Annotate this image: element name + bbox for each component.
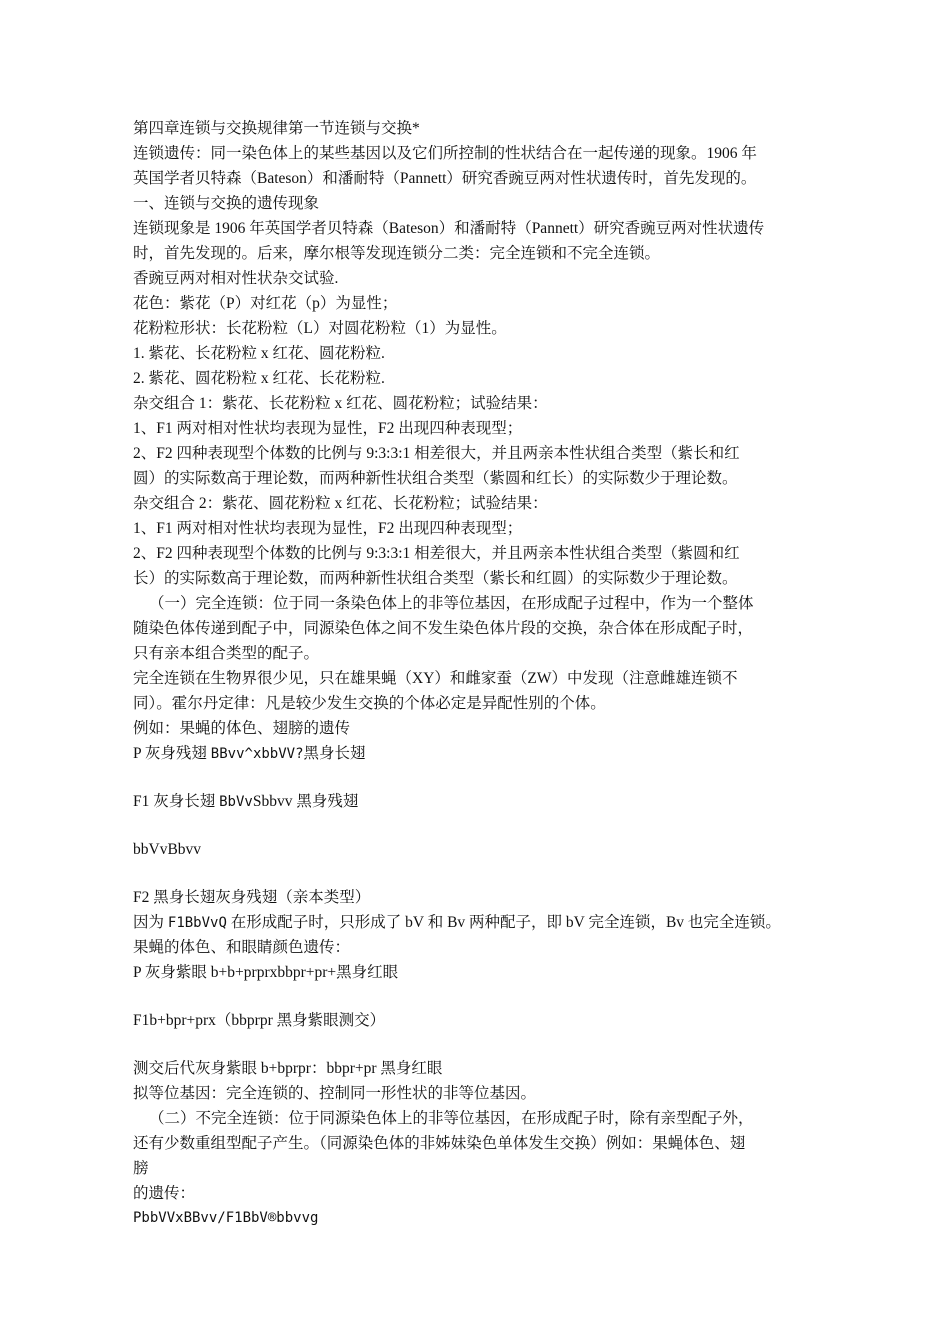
complete-linkage-line: 只有亲本组合类型的配子。 xyxy=(133,645,320,662)
incomplete-linkage-line: 还有少数重组型配子产生。（同源染色体的非姊妹染色单体发生交换）例如：果蝇体色、翅 xyxy=(133,1135,746,1152)
paragraph-line: 英国学者贝特森（Bateson）和潘耐特（Pannett）研究香豌豆两对性状遗传时，首先发现的。 xyxy=(133,170,757,187)
example-heading: 例如：果蝇的体色、翅膀的遗传 xyxy=(133,720,351,737)
example-heading: 果蝇的体色、和眼睛颜色遗传： xyxy=(133,939,351,956)
blank-line xyxy=(133,862,823,885)
cross-1-heading: 杂交组合 1：紫花、长花粉粒 x 红花、圆花粉粒；试验结果： xyxy=(133,395,548,412)
genotype-formula: BBvv^xbbVV? xyxy=(210,746,304,762)
cross-1-result: 1、F1 两对相对性状均表现为显性，F2 出现四种表现型； xyxy=(133,420,523,437)
genotype-f2-line: F2 黑身长翅灰身残翅（亲本类型） xyxy=(133,889,371,906)
paragraph-line: 的遗传： xyxy=(133,1185,196,1202)
genotype-text: F1 灰身长翅 xyxy=(133,793,220,810)
genotype-formula: PbbVVxBBvv/F1BbV®bbvvg xyxy=(133,1210,319,1226)
paragraph-line: 花粉粒形状：长花粉粒（L）对圆花粉粒（1）为显性。 xyxy=(133,320,507,337)
cross-2-result: 长）的实际数高于理论数，而两种新性状组合类型（紫长和红圆）的实际数少于理论数。 xyxy=(133,570,738,587)
text-run: 因为 xyxy=(133,914,168,931)
paragraph-line: 同）。霍尔丹定律：凡是较少发生交换的个体必定是异配性别的个体。 xyxy=(133,695,606,712)
genotype-f1-line: F1b+bpr+prx（bbprpr 黑身紫眼测交） xyxy=(133,1012,386,1029)
blank-line xyxy=(133,766,823,789)
genotype-formula: BbVv xyxy=(219,794,253,810)
cross-2-result: 1、F1 两对相对性状均表现为显性，F2 出现四种表现型； xyxy=(133,520,523,537)
paragraph-line: 时，首先发现的。后来，摩尔根等发现连锁分二类：完全连锁和不完全连锁。 xyxy=(133,245,661,262)
paragraph-line: 连锁遗传：同一染色体上的某些基因以及它们所控制的性状结合在一起传递的现象。1906 年 xyxy=(133,145,757,162)
genotype-f1-line xyxy=(133,789,823,814)
genotype-text: P 灰身残翅 xyxy=(133,745,211,762)
cross-1-result: 2、F2 四种表现型个体数的比例与 9:3:3:1 相差很大，并且两亲本性状组合类型（紫长和红 xyxy=(133,445,740,462)
complete-linkage-line: 随染色体传递到配子中，同源染色体之间不发生染色体片段的交换，杂合体在形成配子时， xyxy=(133,620,754,637)
list-item: 2. 紫花、圆花粉粒 x 红花、长花粉粒. xyxy=(133,370,385,387)
text-run: 在形成配子时，只形成了 bV 和 Bv 两种配子，即 bV 完全连锁，Bv 也完全连锁。 xyxy=(226,914,781,931)
paragraph-line: 拟等位基因：完全连锁的、控制同一形性状的非等位基因。 xyxy=(133,1085,537,1102)
paragraph-line: 花色：紫花（P）对红花（p）为显性； xyxy=(133,295,398,312)
complete-linkage-line: （一）完全连锁：位于同一条染色体上的非等位基因，在形成配子过程中，作为一个整体 xyxy=(149,595,754,612)
paragraph-line: 连锁现象是 1906 年英国学者贝特森（Bateson）和潘耐特（Pannett）研究香豌豆两对性状遗传 xyxy=(133,220,765,237)
chapter-title: 第四章连锁与交换规律第一节连锁与交换* xyxy=(133,120,420,137)
genotype-text: 黑身长翅 xyxy=(303,745,366,762)
blank-line xyxy=(133,814,823,837)
blank-line xyxy=(133,1033,823,1056)
genotype-line: bbVvBbvv xyxy=(133,841,202,858)
paragraph-line xyxy=(133,910,823,935)
genotype-p-line xyxy=(133,741,823,766)
paragraph-line: 香豌豆两对相对性状杂交试验. xyxy=(133,270,339,287)
genotype-p-line: P 灰身紫眼 b+b+prprxbbpr+pr+黑身红眼 xyxy=(133,964,399,981)
blank-line xyxy=(133,985,823,1008)
cross-2-result: 2、F2 四种表现型个体数的比例与 9:3:3:1 相差很大，并且两亲本性状组合类型（紫圆和红 xyxy=(133,545,740,562)
cross-2-heading: 杂交组合 2：紫花、圆花粉粒 x 红花、长花粉粒；试验结果： xyxy=(133,495,548,512)
document-body xyxy=(133,116,823,1231)
cross-1-result: 圆）的实际数高于理论数，而两种新性状组合类型（紫圆和红长）的实际数少于理论数。 xyxy=(133,470,738,487)
incomplete-linkage-line: （二）不完全连锁：位于同源染色体上的非等位基因，在形成配子时，除有亲型配子外， xyxy=(149,1110,754,1127)
testcross-line: 测交后代灰身紫眼 b+bprpr：bbpr+pr 黑身红眼 xyxy=(133,1060,443,1077)
paragraph-line: 完全连锁在生物界很少见，只在雄果蝇（XY）和雌家蚕（ZW）中发现（注意雌雄连锁不 xyxy=(133,670,738,687)
section-heading: 一、连锁与交换的遗传现象 xyxy=(133,195,320,212)
incomplete-linkage-line: 膀 xyxy=(133,1160,149,1177)
list-item: 1. 紫花、长花粉粒 x 红花、圆花粉粒. xyxy=(133,345,385,362)
genotype-formula: F1BbVvQ xyxy=(167,915,227,931)
genotype-text: Sbbvv 黑身残翅 xyxy=(252,793,359,810)
